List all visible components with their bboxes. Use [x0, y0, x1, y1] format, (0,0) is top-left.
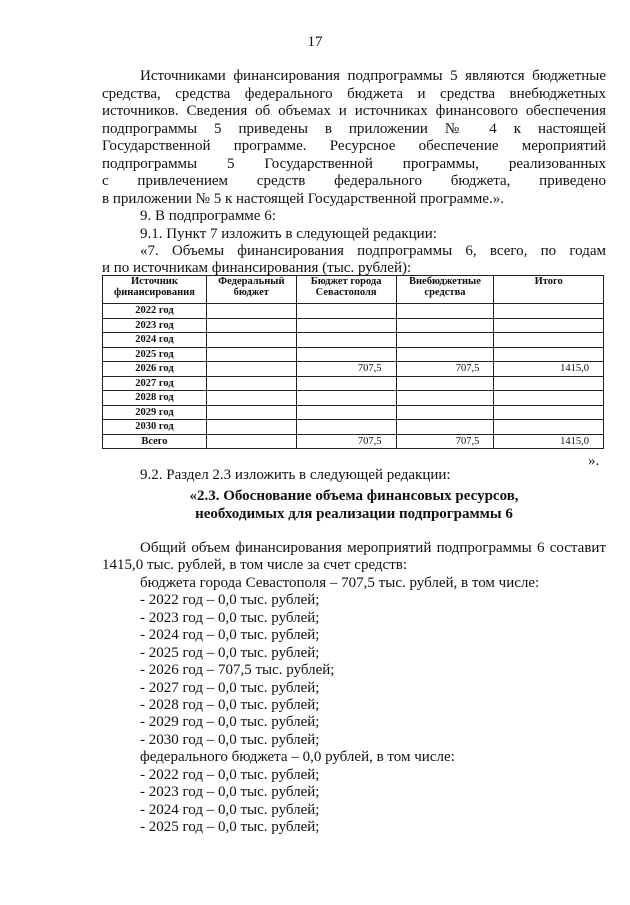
intro-line-3: источников. Сведения об объемах и источниках финансового обеспечения — [102, 103, 606, 119]
table-cell — [396, 347, 494, 362]
table-cell — [206, 376, 296, 391]
list-item: - 2024 год – 0,0 тыс. рублей; — [140, 802, 320, 818]
table-cell — [296, 376, 396, 391]
table-cell — [396, 420, 494, 435]
table-row — [103, 362, 604, 377]
table-cell: 1415,0 — [494, 362, 604, 377]
table-cell: 707,5 — [396, 362, 494, 377]
col-header-federal: Федеральный бюджет — [206, 276, 296, 304]
table-cell — [206, 362, 296, 377]
table-cell — [494, 304, 604, 319]
table-cell-year: Всего — [103, 434, 207, 449]
table-cell — [296, 405, 396, 420]
table-cell — [296, 318, 396, 333]
table-row — [103, 318, 604, 333]
table-cell-year: 2025 год — [103, 347, 207, 362]
table-cell — [494, 405, 604, 420]
table-cell — [296, 333, 396, 348]
col-header-city: Бюджет города Севастополя — [296, 276, 396, 304]
table-cell-year: 2029 год — [103, 405, 207, 420]
intro-line-6: подпрограммы 5 Государственной программы, реализованных — [102, 156, 606, 172]
table-row — [103, 391, 604, 406]
table-cell — [296, 391, 396, 406]
table-cell — [206, 347, 296, 362]
item-7-line-2: и по источникам финансирования (тыс. рублей): — [102, 260, 412, 276]
list-item: - 2025 год – 0,0 тыс. рублей; — [140, 645, 320, 661]
table-cell: 1415,0 — [494, 434, 604, 449]
table-cell — [494, 333, 604, 348]
table-cell — [494, 420, 604, 435]
intro-line-4: подпрограммы 5 приведены в приложении № 4 к настоящей — [102, 121, 606, 137]
col-header-offbudget: Внебюджетные средства — [396, 276, 494, 304]
table-cell-year: 2027 год — [103, 376, 207, 391]
section-heading-line-2: необходимых для реализации подпрограммы 6 — [195, 506, 513, 522]
table-row — [103, 304, 604, 319]
table-row — [103, 333, 604, 348]
total-line-1: Общий объем финансирования мероприятий подпрограммы 6 составит — [140, 540, 606, 556]
total-line-2: 1415,0 тыс. рублей, в том числе за счет средств: — [102, 557, 408, 573]
list-item: - 2025 год – 0,0 тыс. рублей; — [140, 819, 320, 835]
table-cell — [206, 420, 296, 435]
intro-line-8: в приложении № 5 к настоящей Государственной программе.». — [102, 191, 505, 207]
table-cell-year: 2030 год — [103, 420, 207, 435]
section-heading-line-1: «2.3. Обоснование объема финансовых ресурсов, — [189, 488, 519, 504]
table-cell — [206, 333, 296, 348]
table-cell — [494, 347, 604, 362]
table-cell — [206, 318, 296, 333]
list-item: - 2028 год – 0,0 тыс. рублей; — [140, 697, 320, 713]
list-item: - 2029 год – 0,0 тыс. рублей; — [140, 714, 320, 730]
intro-line-1: Источниками финансирования подпрограммы 5 являются бюджетные — [140, 68, 606, 84]
intro-line-2: средства, средства федерального бюджета и средства внебюджетных — [102, 86, 606, 102]
table-cell — [396, 304, 494, 319]
intro-line-5: Государственной программе. Ресурсное обеспечение мероприятий — [102, 138, 606, 154]
table-cell: 707,5 — [296, 362, 396, 377]
table-cell-year: 2026 год — [103, 362, 207, 377]
intro-line-7: с привлечением средств федерального бюджета, приведено — [102, 173, 606, 189]
list-item: - 2022 год – 0,0 тыс. рублей; — [140, 592, 320, 608]
table-cell — [206, 391, 296, 406]
table-cell — [396, 376, 494, 391]
table-cell-year: 2028 год — [103, 391, 207, 406]
item-9-2: 9.2. Раздел 2.3 изложить в следующей редакции: — [140, 467, 451, 483]
list-item: - 2022 год – 0,0 тыс. рублей; — [140, 767, 320, 783]
quote-end-mark: ». — [588, 453, 600, 469]
table-cell — [494, 391, 604, 406]
table-row — [103, 405, 604, 420]
list-item: - 2023 год – 0,0 тыс. рублей; — [140, 784, 320, 800]
table-cell — [494, 318, 604, 333]
table-row — [103, 376, 604, 391]
item-7-line-1: «7. Объемы финансирования подпрограммы 6, всего, по годам — [140, 243, 606, 259]
table-cell — [396, 405, 494, 420]
table-cell: 707,5 — [296, 434, 396, 449]
item-9: 9. В подпрограмме 6: — [140, 208, 276, 224]
table-cell — [396, 318, 494, 333]
federal-budget-line: федерального бюджета – 0,0 рублей, в том числе: — [140, 749, 455, 765]
table-row-total — [103, 434, 604, 449]
page-number: 17 — [307, 34, 323, 50]
city-budget-line: бюджета города Севастополя – 707,5 тыс. рублей, в том числе: — [140, 575, 540, 591]
table-cell-year: 2022 год — [103, 304, 207, 319]
table-row — [103, 347, 604, 362]
table-cell — [296, 347, 396, 362]
col-header-source: Источник финансирования — [103, 276, 207, 304]
table-cell-year: 2023 год — [103, 318, 207, 333]
table-cell — [206, 304, 296, 319]
item-9-1: 9.1. Пункт 7 изложить в следующей редакции: — [140, 226, 437, 242]
table-cell — [494, 376, 604, 391]
table-cell — [206, 405, 296, 420]
list-item: - 2027 год – 0,0 тыс. рублей; — [140, 680, 320, 696]
table-cell — [296, 420, 396, 435]
list-item: - 2024 год – 0,0 тыс. рублей; — [140, 627, 320, 643]
list-item: - 2030 год – 0,0 тыс. рублей; — [140, 732, 320, 748]
table-cell-year: 2024 год — [103, 333, 207, 348]
table-cell — [396, 333, 494, 348]
table-cell — [296, 304, 396, 319]
table-cell — [206, 434, 296, 449]
financing-table — [102, 275, 604, 449]
col-header-total: Итого — [494, 276, 604, 304]
list-item: - 2026 год – 707,5 тыс. рублей; — [140, 662, 335, 678]
table-cell: 707,5 — [396, 434, 494, 449]
list-item: - 2023 год – 0,0 тыс. рублей; — [140, 610, 320, 626]
table-cell — [396, 391, 494, 406]
table-header-row — [103, 276, 604, 304]
table-row — [103, 420, 604, 435]
